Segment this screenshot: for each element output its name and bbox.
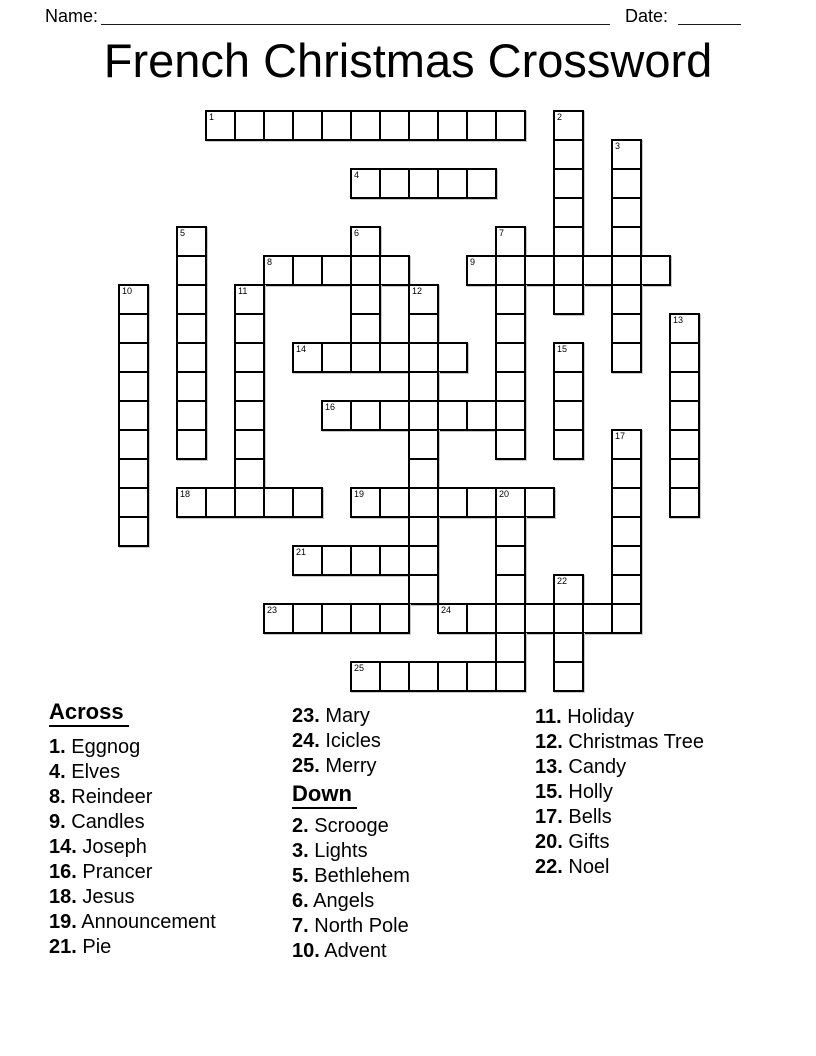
grid-cell[interactable]	[350, 342, 381, 373]
grid-cell[interactable]	[118, 487, 149, 518]
clue-number: 18.	[49, 886, 77, 908]
grid-cell[interactable]	[669, 400, 700, 431]
grid-cell[interactable]	[553, 661, 584, 692]
grid-cell[interactable]	[495, 661, 526, 692]
grid-cell[interactable]	[611, 342, 642, 373]
clue-item	[49, 935, 216, 960]
clue-item	[292, 914, 410, 939]
clue-text: Holly	[562, 781, 613, 803]
grid-cell[interactable]	[118, 313, 149, 344]
grid-cell[interactable]	[321, 400, 352, 431]
grid-cell[interactable]	[176, 313, 207, 344]
cell-number: 8	[267, 257, 273, 267]
grid-cell[interactable]	[466, 661, 497, 692]
cell-number: 5	[180, 228, 186, 238]
clue-text: Prancer	[76, 861, 153, 883]
clue-column-down	[535, 705, 704, 880]
clue-item	[535, 730, 704, 755]
grid-cell[interactable]	[611, 226, 642, 257]
clue-number: 6.	[292, 890, 309, 912]
grid-cell[interactable]	[524, 487, 555, 518]
clue-text: Angels	[308, 890, 375, 912]
grid-cell[interactable]	[495, 110, 526, 141]
clue-number: 9.	[49, 811, 66, 833]
clue-number: 8.	[49, 786, 66, 808]
cell-number: 3	[615, 141, 621, 151]
grid-cell[interactable]	[234, 110, 265, 141]
clue-number: 3.	[292, 840, 309, 862]
grid-cell[interactable]	[118, 516, 149, 547]
grid-cell[interactable]	[466, 400, 497, 431]
clue-number: 4.	[49, 761, 66, 783]
grid-cell[interactable]	[553, 632, 584, 663]
grid-cell[interactable]	[466, 255, 497, 286]
clue-text: Bells	[562, 806, 612, 828]
clue-text: Eggnog	[65, 736, 141, 758]
page-title: French Christmas Crossword	[103, 34, 713, 87]
cell-number: 11	[238, 286, 248, 296]
grid-cell[interactable]	[234, 371, 265, 402]
grid-cell[interactable]	[524, 603, 555, 634]
grid-cell[interactable]	[408, 284, 439, 315]
clue-item	[49, 810, 216, 835]
grid-cell[interactable]	[263, 487, 294, 518]
grid-cell[interactable]	[118, 429, 149, 460]
clue-item	[49, 760, 216, 785]
clue-text: Candy	[562, 756, 627, 778]
clue-number: 11.	[535, 706, 562, 728]
clue-item	[49, 735, 216, 760]
clue-item	[292, 939, 410, 964]
grid-cell[interactable]	[350, 603, 381, 634]
grid-cell[interactable]	[321, 545, 352, 576]
grid-cell[interactable]	[408, 313, 439, 344]
grid-cell[interactable]	[263, 603, 294, 634]
grid-cell[interactable]	[669, 313, 700, 344]
grid-cell[interactable]	[495, 545, 526, 576]
cell-number: 16	[325, 402, 336, 412]
cell-number: 23	[267, 605, 278, 615]
grid-cell[interactable]	[176, 226, 207, 257]
grid-cell[interactable]	[379, 661, 410, 692]
grid-cell[interactable]	[234, 342, 265, 373]
grid-cell[interactable]	[553, 574, 584, 605]
grid-cell[interactable]	[176, 400, 207, 431]
grid-cell[interactable]	[611, 255, 642, 286]
cell-number: 25	[354, 663, 365, 673]
grid-cell[interactable]	[640, 255, 671, 286]
grid-cell[interactable]	[495, 516, 526, 547]
grid-cell[interactable]	[234, 400, 265, 431]
grid-cell[interactable]	[408, 516, 439, 547]
grid-cell[interactable]	[466, 110, 497, 141]
grid-cell[interactable]	[176, 487, 207, 518]
grid-cell[interactable]	[437, 400, 468, 431]
grid-cell[interactable]	[118, 284, 149, 315]
grid-cell[interactable]	[611, 516, 642, 547]
clue-text: Scrooge	[308, 815, 389, 837]
grid-cell[interactable]	[466, 603, 497, 634]
grid-cell[interactable]	[611, 139, 642, 170]
grid-cell[interactable]	[205, 487, 236, 518]
grid-cell[interactable]	[669, 429, 700, 460]
grid-cell[interactable]	[176, 284, 207, 315]
grid-cell[interactable]	[495, 226, 526, 257]
grid-cell[interactable]	[263, 255, 294, 286]
clue-number: 5.	[292, 865, 309, 887]
grid-cell[interactable]	[234, 284, 265, 315]
grid-cell[interactable]	[234, 313, 265, 344]
clue-item	[292, 754, 410, 779]
grid-cell[interactable]	[176, 342, 207, 373]
grid-cell[interactable]	[408, 574, 439, 605]
clue-text: Announcement	[76, 911, 216, 933]
cell-number: 17	[615, 431, 626, 441]
clue-list-heading-down: Down	[292, 782, 410, 809]
clue-item	[535, 855, 704, 880]
grid-cell[interactable]	[553, 603, 584, 634]
clue-number: 22.	[535, 856, 563, 878]
cell-number: 9	[470, 257, 476, 267]
grid-cell[interactable]	[321, 255, 352, 286]
grid-cell[interactable]	[379, 545, 410, 576]
grid-cell[interactable]	[263, 110, 294, 141]
clue-column-across	[49, 700, 216, 960]
grid-cell[interactable]	[495, 342, 526, 373]
grid-cell[interactable]	[611, 168, 642, 199]
grid-cell[interactable]	[234, 458, 265, 489]
grid-cell[interactable]	[466, 168, 497, 199]
cell-number: 18	[180, 489, 191, 499]
cell-number: 19	[354, 489, 365, 499]
grid-cell[interactable]	[408, 545, 439, 576]
cell-number: 10	[122, 286, 133, 296]
grid-cell[interactable]	[379, 168, 410, 199]
cell-number: 20	[499, 489, 510, 499]
grid-cell[interactable]	[408, 342, 439, 373]
grid-cell[interactable]	[553, 371, 584, 402]
cell-number: 13	[673, 315, 684, 325]
cell-number: 4	[354, 170, 360, 180]
clue-text: Reindeer	[65, 786, 153, 808]
clue-item	[292, 814, 410, 839]
name-label: Name:	[45, 6, 99, 26]
clue-number: 10.	[292, 940, 320, 962]
grid-cell[interactable]	[408, 168, 439, 199]
clue-item	[49, 860, 216, 885]
clue-text: Icicles	[319, 730, 381, 752]
grid-cell[interactable]	[437, 342, 468, 373]
grid-cell[interactable]	[611, 284, 642, 315]
grid-cell[interactable]	[292, 603, 323, 634]
clue-number: 24.	[292, 730, 320, 752]
grid-cell[interactable]	[495, 284, 526, 315]
grid-cell[interactable]	[292, 255, 323, 286]
clue-number: 13.	[535, 756, 563, 778]
grid-cell[interactable]	[524, 255, 555, 286]
grid-cell[interactable]	[379, 255, 410, 286]
clue-number: 21.	[49, 936, 77, 958]
clue-number: 2.	[292, 815, 309, 837]
clue-number: 14.	[49, 836, 77, 858]
grid-cell[interactable]	[321, 342, 352, 373]
clue-text: Candles	[65, 811, 145, 833]
clue-number: 15.	[535, 781, 563, 803]
grid-cell[interactable]	[553, 400, 584, 431]
clue-number: 19.	[49, 911, 77, 933]
grid-cell[interactable]	[118, 458, 149, 489]
grid-cell[interactable]	[379, 487, 410, 518]
grid-cell[interactable]	[321, 110, 352, 141]
clue-number: 23.	[292, 705, 320, 727]
grid-cell[interactable]	[437, 661, 468, 692]
grid-cell[interactable]	[408, 400, 439, 431]
clue-item	[535, 705, 704, 730]
grid-cell[interactable]	[408, 458, 439, 489]
clue-item	[535, 755, 704, 780]
grid-cell[interactable]	[350, 545, 381, 576]
grid-cell[interactable]	[350, 255, 381, 286]
clue-item	[49, 785, 216, 810]
clue-text: Advent	[319, 940, 387, 962]
grid-cell[interactable]	[495, 632, 526, 663]
grid-cell[interactable]	[408, 110, 439, 141]
grid-cell[interactable]	[553, 255, 584, 286]
grid-cell[interactable]	[379, 603, 410, 634]
grid-cell[interactable]	[553, 429, 584, 460]
clue-item	[292, 839, 410, 864]
grid-cell[interactable]	[553, 168, 584, 199]
grid-cell[interactable]	[408, 371, 439, 402]
grid-cell[interactable]	[379, 110, 410, 141]
grid-cell[interactable]	[408, 487, 439, 518]
clue-text: Elves	[65, 761, 121, 783]
clue-number: 7.	[292, 915, 309, 937]
grid-cell[interactable]	[118, 342, 149, 373]
grid-cell[interactable]	[350, 313, 381, 344]
grid-cell[interactable]	[234, 429, 265, 460]
grid-cell[interactable]	[292, 487, 323, 518]
clue-number: 20.	[535, 831, 563, 853]
grid-cell[interactable]	[611, 603, 642, 634]
grid-cell[interactable]	[437, 110, 468, 141]
grid-cell[interactable]	[611, 574, 642, 605]
clue-text: Noel	[562, 856, 610, 878]
clue-item	[535, 780, 704, 805]
clue-text: Lights	[308, 840, 368, 862]
grid-cell[interactable]	[495, 574, 526, 605]
grid-cell[interactable]	[466, 487, 497, 518]
clue-item	[535, 805, 704, 830]
grid-cell[interactable]	[495, 400, 526, 431]
grid-cell[interactable]	[611, 313, 642, 344]
clue-text: Christmas Tree	[562, 731, 704, 753]
grid-cell[interactable]	[350, 168, 381, 199]
grid-cell[interactable]	[495, 603, 526, 634]
grid-cell[interactable]	[350, 284, 381, 315]
cell-number: 1	[209, 112, 215, 122]
clue-text: Merry	[319, 755, 377, 777]
clue-item	[49, 835, 216, 860]
grid-cell[interactable]	[669, 487, 700, 518]
grid-cell[interactable]	[321, 603, 352, 634]
grid-cell[interactable]	[292, 342, 323, 373]
grid-cell[interactable]	[553, 284, 584, 315]
clue-item	[292, 864, 410, 889]
date-label: Date:	[625, 6, 669, 26]
grid-cell[interactable]	[553, 197, 584, 228]
clue-text: Jesus	[76, 886, 135, 908]
clue-number: 17.	[535, 806, 563, 828]
clue-text: Bethlehem	[308, 865, 410, 887]
grid-cell[interactable]	[350, 487, 381, 518]
clue-text: Holiday	[561, 706, 634, 728]
clue-text: Gifts	[562, 831, 610, 853]
grid-cell[interactable]	[582, 255, 613, 286]
clue-number: 25.	[292, 755, 320, 777]
grid-cell[interactable]	[176, 371, 207, 402]
grid-cell[interactable]	[118, 371, 149, 402]
grid-cell[interactable]	[669, 458, 700, 489]
grid-cell[interactable]	[350, 226, 381, 257]
clue-column-middle	[292, 704, 410, 964]
clue-number: 16.	[49, 861, 77, 883]
clue-item	[292, 889, 410, 914]
grid-cell[interactable]	[553, 226, 584, 257]
clue-list-heading-across: Across	[49, 700, 216, 727]
cell-number: 12	[412, 286, 423, 296]
grid-cell[interactable]	[611, 487, 642, 518]
cell-number: 2	[557, 112, 563, 122]
grid-cell[interactable]	[553, 139, 584, 170]
grid-cell[interactable]	[582, 603, 613, 634]
clue-item	[49, 910, 216, 935]
clue-text: Mary	[319, 705, 370, 727]
grid-cell[interactable]	[611, 197, 642, 228]
cell-number: 22	[557, 576, 568, 586]
clue-item	[49, 885, 216, 910]
grid-cell[interactable]	[350, 400, 381, 431]
cell-number: 7	[499, 228, 505, 238]
grid-cell[interactable]	[234, 487, 265, 518]
grid-cell[interactable]	[437, 603, 468, 634]
cell-number: 21	[296, 547, 307, 557]
grid-cell[interactable]	[437, 168, 468, 199]
grid-cell[interactable]	[292, 545, 323, 576]
clue-number: 12.	[535, 731, 563, 753]
grid-cell[interactable]	[495, 371, 526, 402]
grid-cell[interactable]	[553, 110, 584, 141]
clue-number: 1.	[49, 736, 66, 758]
grid-cell[interactable]	[350, 110, 381, 141]
grid-cell[interactable]	[437, 487, 468, 518]
grid-cell[interactable]	[495, 255, 526, 286]
grid-cell[interactable]	[292, 110, 323, 141]
grid-cell[interactable]	[495, 313, 526, 344]
grid-cell[interactable]	[176, 255, 207, 286]
clue-item	[535, 830, 704, 855]
cell-number: 15	[557, 344, 568, 354]
grid-cell[interactable]	[669, 342, 700, 373]
clue-text: Pie	[76, 936, 112, 958]
grid-cell[interactable]	[379, 342, 410, 373]
cell-number: 24	[441, 605, 452, 615]
grid-cell[interactable]	[176, 429, 207, 460]
grid-cell[interactable]	[495, 429, 526, 460]
grid-cell[interactable]	[611, 429, 642, 460]
clue-text: North Pole	[308, 915, 409, 937]
clue-item	[292, 704, 410, 729]
grid-cell[interactable]	[611, 545, 642, 576]
clue-item	[292, 729, 410, 754]
cell-number: 6	[354, 228, 360, 238]
grid-cell[interactable]	[118, 400, 149, 431]
grid-cell[interactable]	[350, 661, 381, 692]
cell-number: 14	[296, 344, 307, 354]
clue-text: Joseph	[76, 836, 147, 858]
grid-cell[interactable]	[611, 458, 642, 489]
grid-cell[interactable]	[408, 429, 439, 460]
grid-cell[interactable]	[495, 487, 526, 518]
grid-cell[interactable]	[205, 110, 236, 141]
grid-cell[interactable]	[408, 661, 439, 692]
grid-cell[interactable]	[379, 400, 410, 431]
grid-cell[interactable]	[669, 371, 700, 402]
grid-cell[interactable]	[553, 342, 584, 373]
